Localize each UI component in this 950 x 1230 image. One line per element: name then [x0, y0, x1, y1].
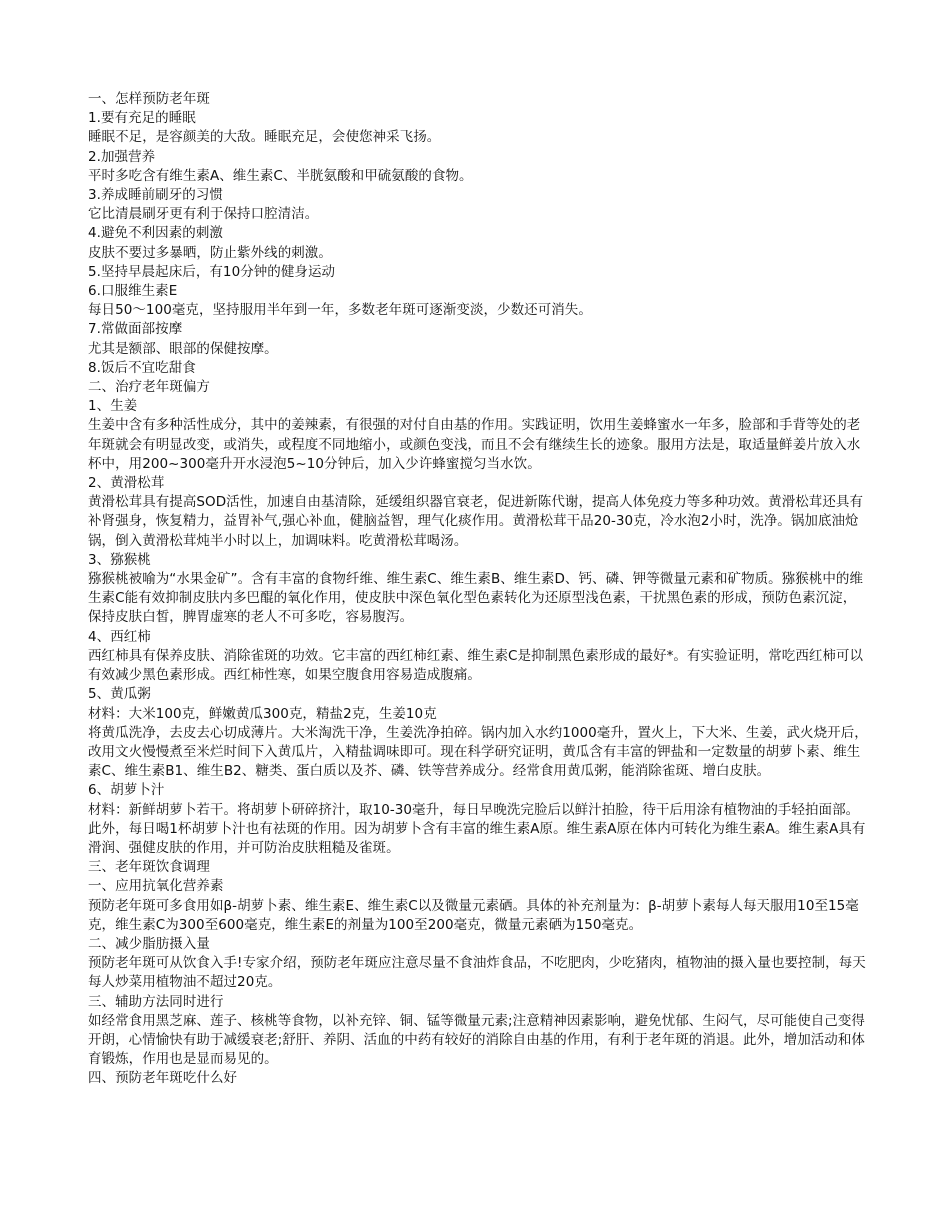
subsection-heading: 2.加强营养: [88, 148, 156, 165]
subsection-heading: 3.养成睡前刷牙的习惯: [88, 187, 223, 204]
paragraph: 黄滑松茸具有提高SOD活性，加速自由基清除，延缓组织器官衰老，促进新陈代谢，提高人体免疫力等多种功效。黄滑松茸还具有补肾强身，恢复精力，益胃补气,强心补血，健脑益智，理气化痰作用。黄滑松茸干品20-30克，冷水泡2小时，洗净。锅加底油炝锅，倒入黄滑松茸炖半小时以上，加调味料。吃黄滑松茸喝汤。: [88, 494, 863, 549]
paragraph: 平时多吃含有维生素A、维生素C、半胱氨酸和甲硫氨酸的食物。: [88, 167, 473, 184]
subsection-heading: 2、黄滑松茸: [88, 475, 165, 492]
paragraph: 猕猴桃被喻为“水果金矿”。含有丰富的食物纤维、维生素C、维生素B、维生素D、钙、磷、钾等微量元素和矿物质。猕猴桃中的维生素C能有效抑制皮肤内多巴醌的氧化作用，使皮肤中深色氧化型色素转化为还原型浅色素，干扰黑色素的形成，预防色素沉淀，保持皮肤白皙，脾胃虚寒的老人不可多吃，容易腹泻。: [88, 571, 864, 626]
paragraph: 生姜中含有多种活性成分，其中的姜辣素，有很强的对付自由基的作用。实践证明，饮用生姜蜂蜜水一年多，脸部和手背等处的老年斑就会有明显改变，或消失，或程度不同地缩小，或颜色变浅，而且不会有继续生长的迹象。服用方法是，取适量鲜姜片放入水杯中，用200~300毫升开水浸泡5~10分钟后，加入少许蜂蜜搅匀当水饮。: [88, 417, 861, 472]
subsection-heading: 4.避免不利因素的刺激: [88, 225, 223, 242]
section-heading: 四、预防老年斑吃什么好: [88, 1070, 238, 1087]
subsection-heading: 二、减少脂肪摄入量: [88, 935, 210, 952]
subsection-heading: 一、应用抗氧化营养素: [88, 878, 224, 895]
subsection-heading: 3、猕猴桃: [88, 551, 151, 568]
subsection-heading: 7.常做面部按摩: [88, 321, 183, 338]
section-heading: 一、怎样预防老年斑: [88, 91, 210, 107]
document-body: [88, 90, 868, 1089]
subsection-heading: 三、辅助方法同时进行: [88, 993, 224, 1010]
paragraph: 材料：新鲜胡萝卜若干。将胡萝卜研碎挤汁，取10-30毫升，每日早晚洗完脸后以鲜汁拍脸，待干后用涂有植物油的手轻拍面部。此外，每日喝1杯胡萝卜汁也有祛斑的作用。因为胡萝卜含有丰富的维生素A原。维生素A原在体内可转化为维生素A。维生素A具有滑润、强健皮肤的作用，并可防治皮肤粗糙及雀斑。: [88, 801, 866, 856]
subsection-heading: 5、黄瓜粥: [88, 686, 151, 703]
section-heading: 二、治疗老年斑偏方: [88, 379, 210, 396]
paragraph: 皮肤不要过多暴晒，防止紫外线的刺激。: [88, 244, 332, 261]
paragraph: 睡眠不足，是容颜美的大敌。睡眠充足，会使您神采飞扬。: [88, 129, 441, 146]
subsection-heading: 5.坚持早晨起床后，有10分钟的健身运动: [88, 263, 336, 280]
paragraph: 每日50～100毫克，坚持服用半年到一年，多数老年斑可逐渐变淡，少数还可消失。: [88, 302, 592, 319]
paragraph: 它比清晨刷牙更有利于保持口腔清洁。: [88, 206, 319, 223]
subsection-heading: 1、生姜: [88, 398, 138, 415]
paragraph: 将黄瓜洗净，去皮去心切成薄片。大米淘洗干净，生姜洗净拍碎。锅内加入水约1000毫升，置火上，下大米、生姜，武火烧开后，改用文火慢慢煮至米烂时间下入黄瓜片，入精盐调味即可。现在科学研究证明，黄瓜含有丰富的钾盐和一定数量的胡萝卜素、维生素C、维生素B1、维生B2、糖类、蛋白质以及芥、磷、铁等营养成分。经常食用黄瓜粥，能消除雀斑、增白皮肤。: [88, 724, 868, 780]
paragraph: 尤其是额部、眼部的保健按摩。: [88, 340, 278, 357]
paragraph: 材料：大米100克，鲜嫩黄瓜300克，精盐2克，生姜10克: [88, 705, 437, 722]
section-heading: 三、老年斑饮食调理: [88, 859, 210, 876]
subsection-heading: 1.要有充足的睡眠: [88, 110, 196, 127]
paragraph: 预防老年斑可多食用如β-胡萝卜素、维生素E、维生素C以及微量元素硒。具体的补充剂量为：β-胡萝卜素每人每天服用10至15毫克，维生素C为300至600毫克，维生素E的剂量为100至200毫克，微量元素硒为150毫克。: [88, 897, 859, 933]
paragraph: 预防老年斑可从饮食入手!专家介绍，预防老年斑应注意尽量不食油炸食品，不吃肥肉，少吃猪肉，植物油的摄入量也要控制，每天每人炒菜用植物油不超过20克。: [88, 955, 866, 991]
subsection-heading: 4、西红柿: [88, 628, 151, 645]
paragraph: 西红柿具有保养皮肤、消除雀斑的功效。它丰富的西红柿红素、维生素C是抑制黑色素形成的最好*。有实验证明，常吃西红柿可以有效减少黑色素形成。西红柿性寒，如果空腹食用容易造成腹痛。: [88, 647, 864, 684]
paragraph: 如经常食用黑芝麻、莲子、核桃等食物，以补充锌、铜、锰等微量元素;注意精神因素影响，避免忧郁、生闷气，尽可能使自己变得开朗，心情愉快有助于减缓衰老;舒肝、养阴、活血的中药有较好的消除自由基的作用，有利于老年斑的消退。此外，增加活动和体育锻炼，作用也是显而易见的。: [88, 1012, 865, 1068]
subsection-heading: 6.口服维生素E: [88, 283, 178, 300]
subsection-heading: 6、胡萝卜汁: [88, 782, 165, 799]
subsection-heading: 8.饭后不宜吃甜食: [88, 359, 196, 376]
